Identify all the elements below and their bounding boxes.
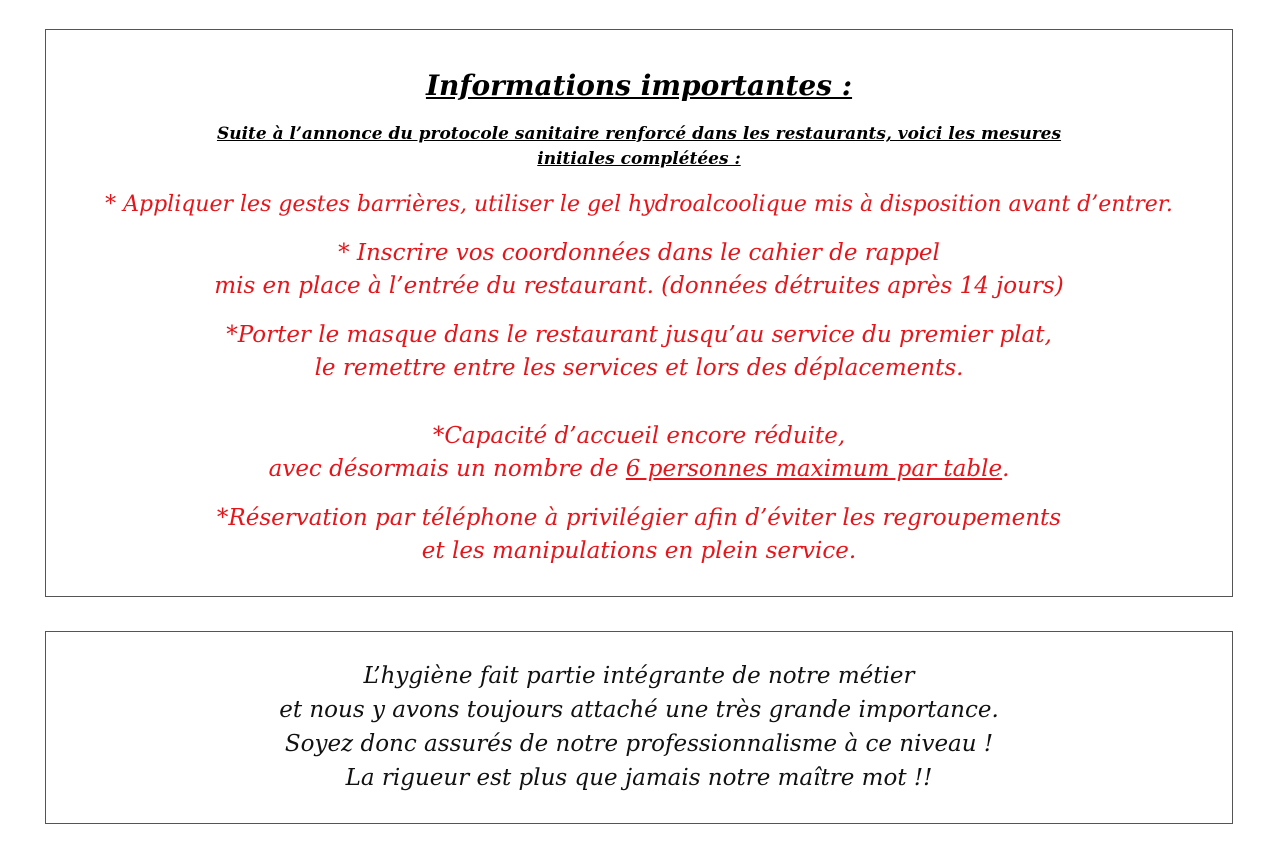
rule-capacity-line-2 <box>46 453 1232 486</box>
hygiene-line-1: L’hygiène fait partie intégrante de notre métier <box>363 663 915 689</box>
rule-reservation-line-2: et les manipulations en plein service. <box>421 538 857 564</box>
hygiene-statement-box <box>45 631 1233 824</box>
rule-contact-register-line-1: * Inscrire vos coordonnées dans le cahier de rappel <box>338 240 940 266</box>
rule-contact-register <box>46 237 1232 303</box>
important-info-box <box>45 29 1233 597</box>
hygiene-line-4: La rigueur est plus que jamais notre maître mot !! <box>345 765 933 791</box>
rule-reservation-line-1: *Réservation par téléphone à privilégier afin d’éviter les regroupements <box>216 505 1062 531</box>
rule-mask-line-2: le remettre entre les services et lors des déplacements. <box>314 355 964 381</box>
info-subtitle <box>146 122 1132 172</box>
rule-contact-register-line-2: mis en place à l’entrée du restaurant. (données détruites après 14 jours) <box>214 273 1064 299</box>
hygiene-line-3: Soyez donc assurés de notre professionnalisme à ce niveau ! <box>284 731 994 757</box>
info-subtitle-line-2: initiales complétées : <box>537 149 741 169</box>
info-subtitle-line-1: Suite à l’annonce du protocole sanitaire renforcé dans les restaurants, voici les mesures <box>216 124 1062 144</box>
rule-reservation <box>46 502 1232 568</box>
rule-mask <box>46 319 1232 385</box>
rule-capacity-suffix: . <box>1002 456 1010 482</box>
rule-capacity-max-persons: 6 personnes maximum par table <box>625 456 1003 482</box>
rule-barrier-gestures-text: * Appliquer les gestes barrières, utiliser le gel hydroalcoolique mis à disposition avant d’entrer. <box>105 192 1173 217</box>
info-title: Informations importantes : <box>425 69 853 102</box>
hygiene-line-2: et nous y avons toujours attaché une très grande importance. <box>279 697 999 723</box>
hygiene-statement <box>46 659 1232 795</box>
rule-mask-line-1: *Porter le masque dans le restaurant jusqu’au service du premier plat, <box>226 322 1052 348</box>
rule-barrier-gestures <box>46 188 1232 221</box>
rule-capacity <box>46 420 1232 486</box>
rule-capacity-prefix: avec désormais un nombre de <box>268 456 626 482</box>
rule-capacity-line-1: *Capacité d’accueil encore réduite, <box>432 423 846 449</box>
